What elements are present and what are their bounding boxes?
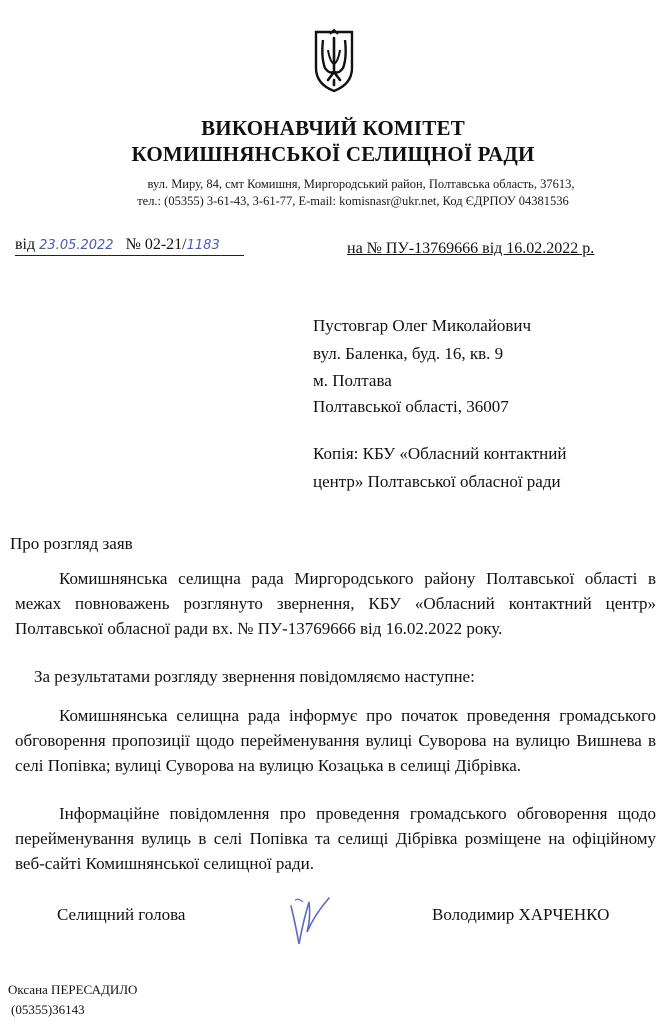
body-paragraph-2-text: За результатами розгляду звернення повідомляємо наступне: [34,667,475,686]
from-label: від [15,236,36,253]
org-address: вул. Миру, 84, смт Комишня, Миргородський район, Полтавська область, 37613, [147,177,575,191]
body-paragraph-3-text: Комишнянська селищна рада інформує про початок проведення громадського обговорення пропозиції щодо перейменування вулиці Суворова на вулицю Вишнева в селі Попівка; вулиці Суворова на вулицю Козацька в селищі Дібрівка. [15,706,656,775]
body-paragraph-3 [15,703,656,778]
copy-recipient-line2: центр» Полтавської обласної ради [313,472,561,491]
executor-phone: (05355)36143 [11,1002,85,1017]
body-paragraph-1-text: Комишнянська селищна рада Миргородського району Полтавської області в межах повноважень розглянуто звернення, КБУ «Обласний контактний центр» Полтавської обласної ради вх. № ПУ-13769666 від 16.02.2022 року. [15,569,656,638]
addressee-region: Полтавської області, 36007 [313,397,509,416]
addressee-city: м. Полтава [313,371,392,390]
handwritten-signature-icon [285,892,335,952]
body-paragraph-4 [15,801,656,876]
handwritten-number: 1183 [186,238,220,253]
letter-subject: Про розгляд заяв [10,534,133,553]
signatory-title: Селищний голова [57,905,186,924]
trident-coat-of-arms-icon [312,28,356,94]
body-paragraph-4-text: Інформаційне повідомлення про проведення громадського обговорення щодо перейменування вулиць в селі Попівка та селищі Дібрівка розміщене на офіційному веб-сайті Комишнянської селищної ради. [15,804,656,873]
copy-recipient-line1: Копія: КБУ «Обласний контактний [313,444,567,463]
outgoing-reference [15,236,244,256]
org-title-line2: КОМИШНЯНСЬКОЇ СЕЛИЩНОЇ РАДИ [131,142,535,166]
signatory-name: Володимир ХАРЧЕНКО [432,905,610,924]
executor-name: Оксана ПЕРЕСАДИЛО [8,982,138,997]
handwritten-date: 23.05.2022 [39,238,114,253]
body-paragraph-2 [15,664,656,689]
addressee-street: вул. Баленка, буд. 16, кв. 9 [313,344,504,363]
incoming-reference: на № ПУ-13769666 від 16.02.2022 р. [347,240,595,257]
body-paragraph-1 [15,566,656,641]
org-contacts: тел.: (05355) 3-61-43, 3-61-77, E-mail: komisnasr@ukr.net, Код ЄДРПОУ 04381536 [137,194,569,208]
number-label: № [125,236,141,253]
addressee-name: Пустовгар Олег Миколайович [313,316,532,335]
outgoing-number: 02-21/ [144,236,187,253]
org-title-line1: ВИКОНАВЧИЙ КОМІТЕТ [201,116,465,140]
